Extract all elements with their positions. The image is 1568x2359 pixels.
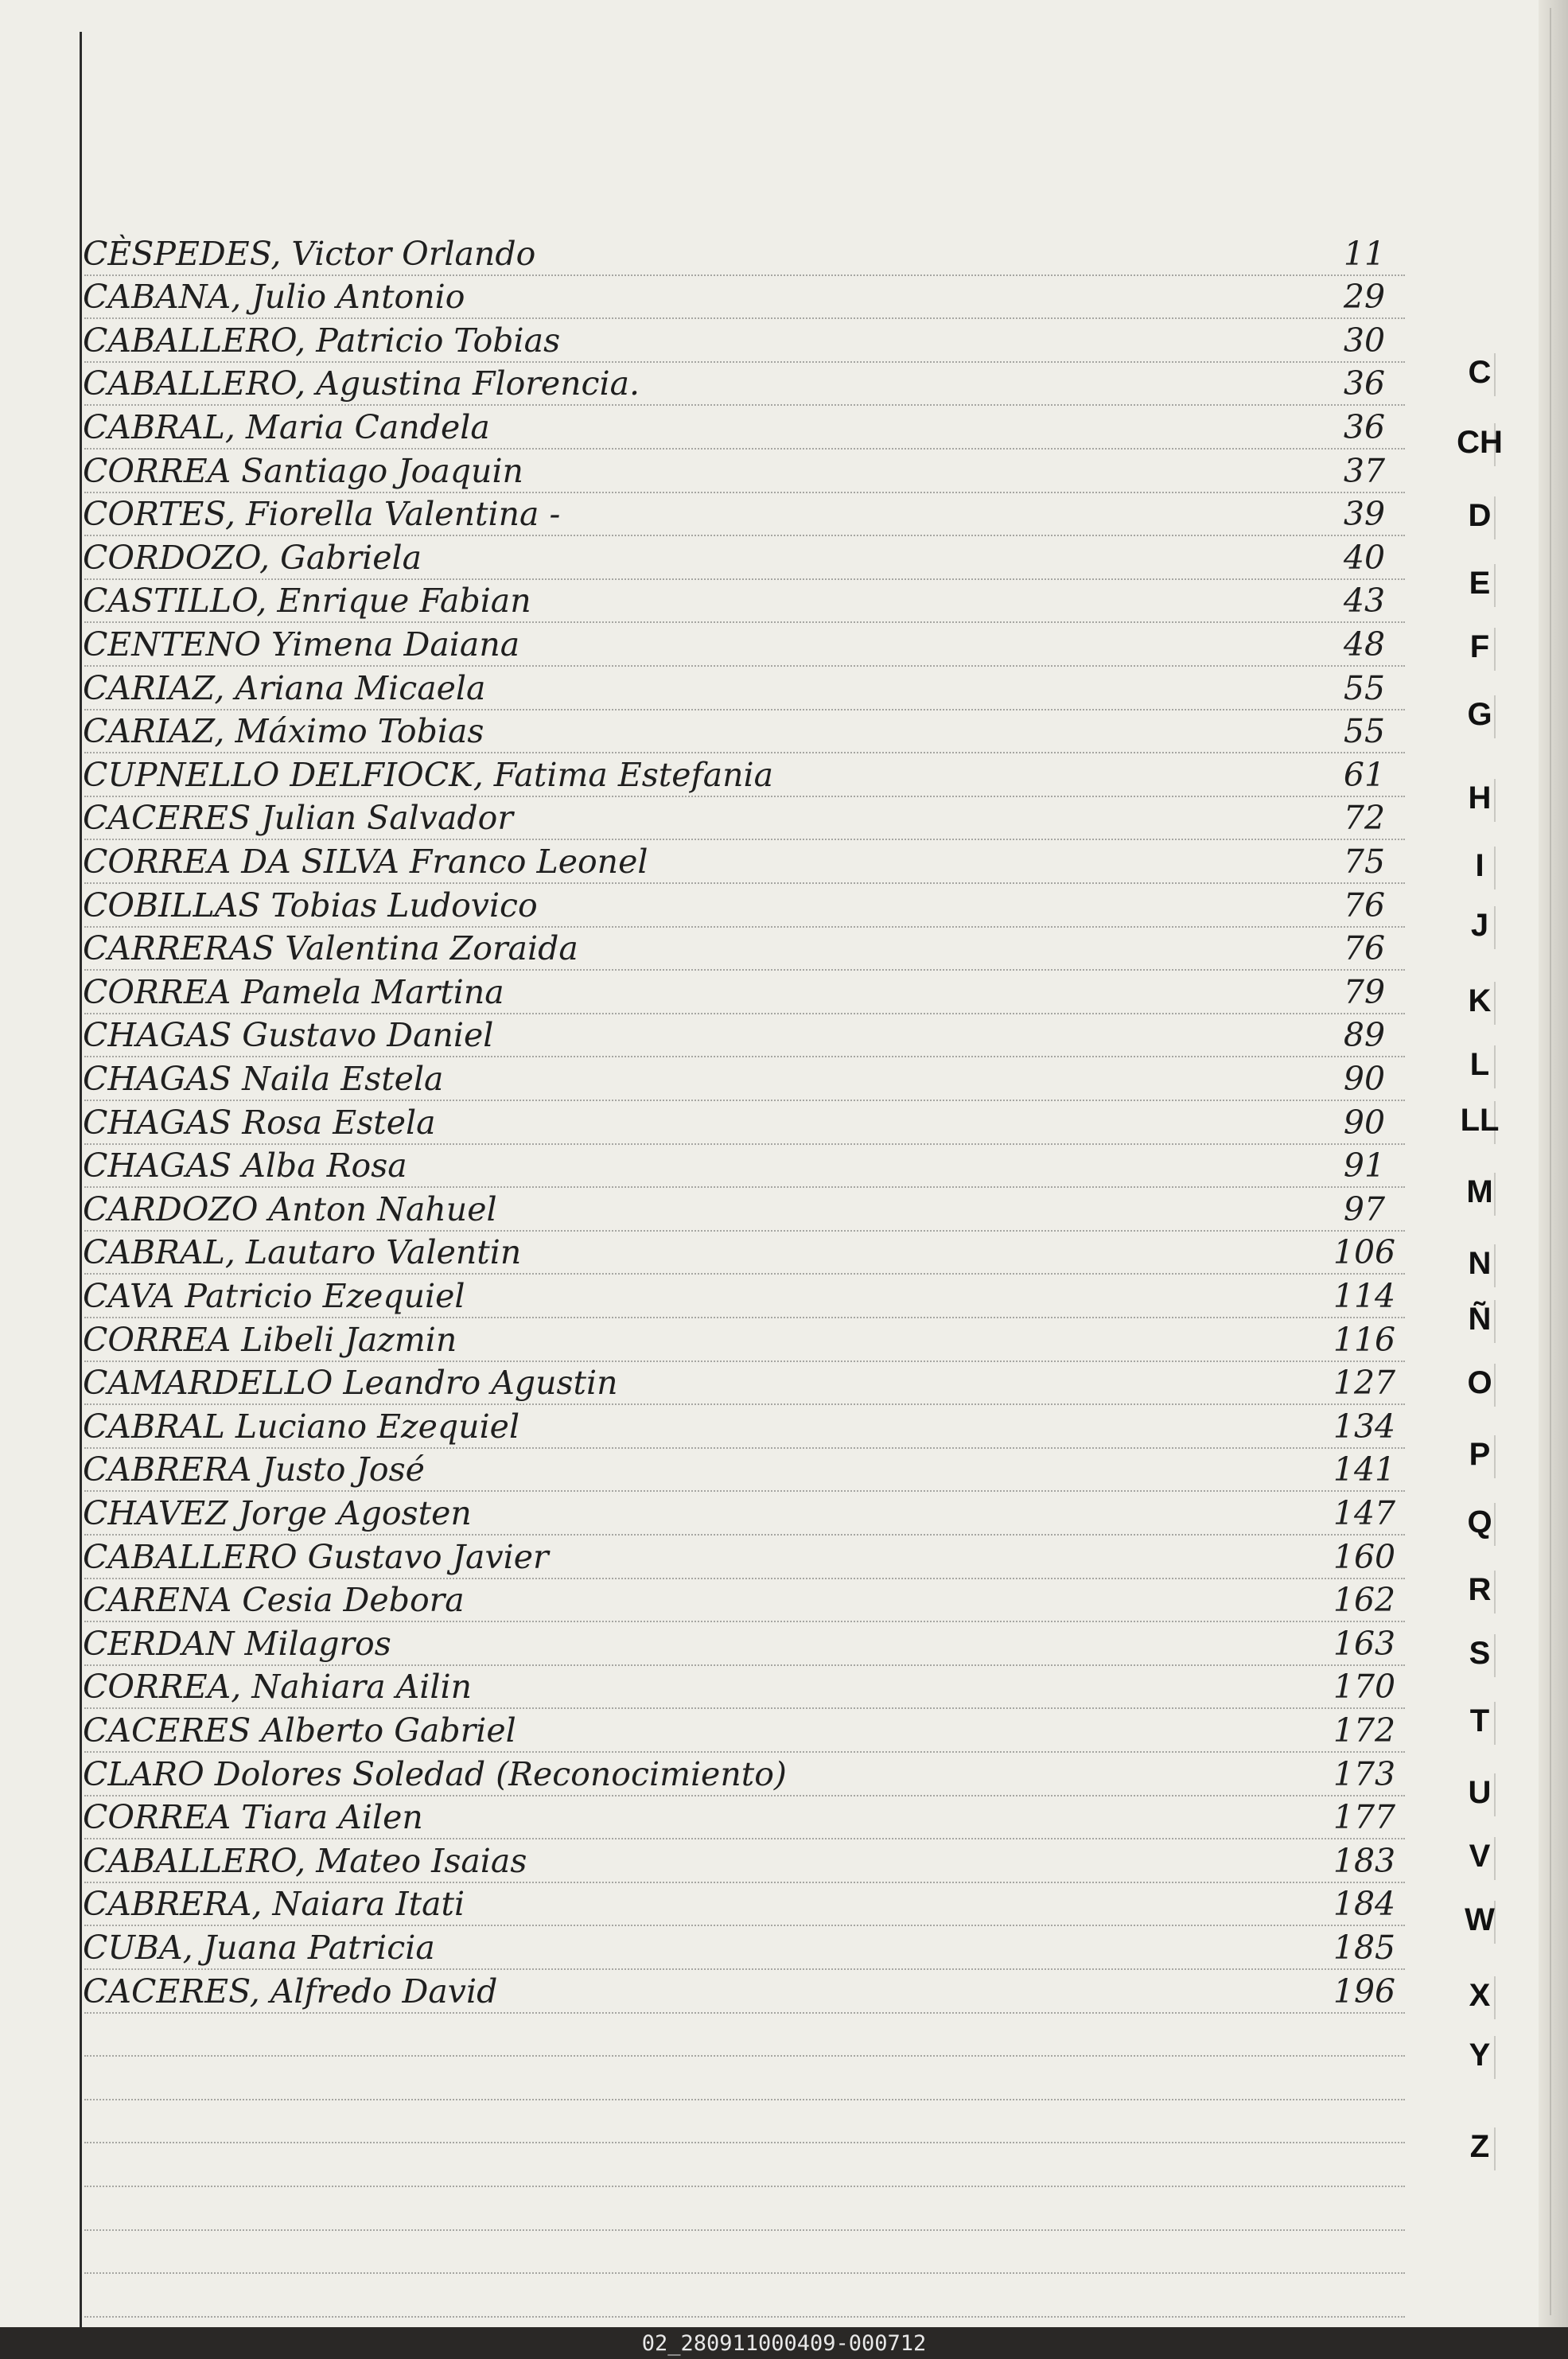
index-tab[interactable]: [1424, 1567, 1535, 1615]
entry-page-number: 106: [1333, 1233, 1396, 1272]
register-entry: [0, 452, 1568, 492]
entry-name: CENTENO Yimena Daiana: [83, 625, 520, 664]
entry-page-number: 160: [1333, 1537, 1396, 1576]
entry-name: CACERES Alberto Gabriel: [83, 1711, 516, 1750]
entry-page-number: 170: [1333, 1668, 1396, 1707]
entry-page-number: 55: [1343, 712, 1386, 751]
index-tab[interactable]: [1424, 903, 1535, 951]
index-tab[interactable]: [1424, 1500, 1535, 1547]
entry-page-number: 97: [1343, 1189, 1386, 1228]
index-tab[interactable]: [1424, 1699, 1535, 1746]
register-entry: [0, 1929, 1568, 1968]
index-tab[interactable]: [1424, 1432, 1535, 1480]
entry-page-number: 72: [1343, 799, 1386, 838]
index-tab-letter: C: [1468, 355, 1492, 390]
index-tab-letter: Y: [1469, 2038, 1491, 2073]
entry-name: CHAGAS Alba Rosa: [83, 1146, 407, 1185]
entry-name: CAVA Patricio Ezequiel: [83, 1277, 465, 1315]
index-tab[interactable]: [1424, 1170, 1535, 1217]
register-entry: [0, 495, 1568, 535]
register-entry: [0, 1364, 1568, 1403]
index-tab[interactable]: [1424, 2033, 1535, 2081]
index-tab[interactable]: [1424, 561, 1535, 609]
register-entry: [0, 756, 1568, 796]
entry-name: CORDOZO, Gabriela: [83, 538, 422, 577]
index-tab-letter: H: [1468, 780, 1492, 816]
entry-name: CARRERAS Valentina Zoraida: [83, 929, 578, 968]
entry-name: CABALLERO Gustavo Javier: [83, 1537, 549, 1576]
entry-page-number: 90: [1343, 1103, 1386, 1142]
register-entry: [0, 408, 1568, 448]
index-tab-letter: F: [1469, 629, 1490, 664]
entry-page-number: 76: [1343, 929, 1386, 968]
register-entry: [0, 582, 1568, 621]
register-entry: [0, 886, 1568, 926]
register-entry: [0, 973, 1568, 1013]
index-tab-letter: Q: [1467, 1505, 1492, 1540]
entry-name: CACERES, Alfredo David: [83, 1972, 498, 2011]
entry-page-number: 114: [1333, 1277, 1396, 1315]
entry-page-number: 147: [1333, 1494, 1396, 1532]
entry-name: CHAVEZ Jorge Agosten: [83, 1494, 472, 1532]
entry-page-number: 185: [1333, 1929, 1396, 1967]
index-tab[interactable]: [1424, 1770, 1535, 1818]
entry-page-number: 162: [1333, 1581, 1396, 1620]
register-entry: [0, 1885, 1568, 1925]
register-entry: [0, 1233, 1568, 1273]
entry-name: CABALLERO, Patricio Tobias: [83, 321, 561, 360]
entry-page-number: 29: [1343, 278, 1386, 317]
index-tab[interactable]: [1424, 1297, 1535, 1345]
index-tab-letter: J: [1470, 908, 1489, 943]
entry-page-number: 43: [1343, 582, 1386, 621]
entry-name: CLARO Dolores Soledad (Reconocimiento): [83, 1754, 787, 1793]
index-tab-letter: U: [1468, 1775, 1492, 1810]
entry-page-number: 134: [1333, 1407, 1396, 1446]
entry-name: COBILLAS Tobias Ludovico: [83, 886, 538, 925]
entry-page-number: 184: [1333, 1885, 1396, 1924]
index-tab-letter: CH: [1457, 425, 1503, 460]
index-tab-letter: R: [1468, 1572, 1492, 1607]
register-entry: [0, 712, 1568, 752]
index-tab-letter: M: [1466, 1174, 1493, 1209]
register-entry: [0, 1538, 1568, 1578]
entry-page-number: 55: [1343, 668, 1386, 707]
register-entry: [0, 669, 1568, 709]
index-tab-letter: Ñ: [1468, 1302, 1492, 1337]
index-tab[interactable]: [1424, 1973, 1535, 2021]
entry-name: CABRAL, Maria Candela: [83, 408, 490, 446]
entry-page-number: 89: [1343, 1016, 1386, 1055]
index-tab-letter: X: [1469, 1978, 1491, 2013]
index-tab-letter: T: [1469, 1703, 1490, 1738]
index-tab[interactable]: [1424, 1098, 1535, 1146]
entry-page-number: 48: [1343, 625, 1386, 664]
entry-page-number: 36: [1343, 408, 1386, 446]
index-tab[interactable]: [1424, 2124, 1535, 2172]
entry-name: CABALLERO, Agustina Florencia.: [83, 364, 640, 403]
entry-name: CABRERA Justo José: [83, 1450, 425, 1489]
index-tab-letter: G: [1467, 697, 1492, 732]
entry-name: CORREA, Nahiara Ailin: [83, 1668, 473, 1707]
index-tab-letter: D: [1468, 498, 1492, 533]
register-entry: [0, 1668, 1568, 1707]
entry-name: CORREA Santiago Joaquin: [83, 451, 523, 490]
entry-page-number: 196: [1333, 1972, 1396, 2011]
index-tab[interactable]: [1424, 776, 1535, 823]
index-tab[interactable]: [1424, 979, 1535, 1026]
entry-name: CARDOZO Anton Nahuel: [83, 1189, 497, 1228]
entry-page-number: 11: [1343, 234, 1386, 273]
entry-name: CAMARDELLO Leandro Agustin: [83, 1364, 618, 1403]
index-tab[interactable]: [1424, 625, 1535, 672]
register-entry: [0, 321, 1568, 361]
index-tab-letter: L: [1469, 1047, 1490, 1082]
entry-name: CUBA, Juana Patricia: [83, 1929, 435, 1967]
register-entry: [0, 1104, 1568, 1143]
entry-name: CABRAL, Lautaro Valentin: [83, 1233, 522, 1272]
index-tab-letter: W: [1465, 1902, 1495, 1937]
register-entry: [0, 1972, 1568, 2012]
entry-page-number: 76: [1343, 886, 1386, 925]
entry-page-number: 163: [1333, 1624, 1396, 1663]
entry-name: CORREA DA SILVA Franco Leonel: [83, 843, 648, 881]
index-tab[interactable]: [1424, 420, 1535, 468]
entry-name: CHAGAS Naila Estela: [83, 1060, 444, 1098]
index-tab[interactable]: [1424, 843, 1535, 891]
entry-page-number: 183: [1333, 1841, 1396, 1880]
index-tab-letter: Z: [1469, 2129, 1490, 2164]
index-tab[interactable]: [1424, 1042, 1535, 1090]
register-entry: [0, 929, 1568, 969]
entry-page-number: 90: [1343, 1060, 1386, 1098]
entry-name: CHAGAS Rosa Estela: [83, 1103, 436, 1142]
entry-page-number: 36: [1343, 364, 1386, 403]
register-entry: [0, 1494, 1568, 1534]
register-entry: [0, 1842, 1568, 1882]
entry-page-number: 61: [1343, 755, 1386, 794]
entry-page-number: 37: [1343, 451, 1386, 490]
register-entry: [0, 1711, 1568, 1751]
register-entry: [0, 1277, 1568, 1317]
entry-name: CORREA Tiara Ailen: [83, 1798, 423, 1837]
register-entry: [0, 843, 1568, 882]
entry-name: CORTES, Fiorella Valentina -: [83, 495, 561, 534]
register-entry: [0, 1581, 1568, 1621]
index-tab[interactable]: [1424, 1361, 1535, 1408]
register-entry: [0, 1190, 1568, 1230]
entry-page-number: 39: [1343, 495, 1386, 534]
alphabet-index-tabs: [1424, 350, 1535, 2323]
index-tab[interactable]: [1424, 692, 1535, 740]
entry-name: CERDAN Milagros: [83, 1624, 391, 1663]
entry-page-number: 75: [1343, 843, 1386, 881]
register-entry: [0, 1625, 1568, 1664]
index-tab-letter: V: [1469, 1839, 1491, 1874]
entry-name: CASTILLO, Enrique Fabian: [83, 582, 531, 621]
entry-name: CUPNELLO DELFIOCK, Fatima Estefania: [83, 755, 774, 794]
binder-spine: [1539, 0, 1568, 2327]
index-tab-letter: O: [1467, 1365, 1492, 1400]
entry-name: CABALLERO, Mateo Isaias: [83, 1841, 527, 1880]
register-entry: [0, 625, 1568, 665]
register-entry: [0, 1407, 1568, 1447]
entry-name: CARIAZ, Máximo Tobias: [83, 712, 484, 751]
entry-name: CARIAZ, Ariana Micaela: [83, 668, 486, 707]
entry-page-number: 116: [1333, 1320, 1396, 1359]
register-entry: [0, 235, 1568, 274]
entry-page-number: 127: [1333, 1364, 1396, 1403]
index-tab[interactable]: [1424, 350, 1535, 398]
entry-page-number: 79: [1343, 972, 1386, 1011]
entry-name: CHAGAS Gustavo Daniel: [83, 1016, 494, 1055]
index-tab-letter: N: [1468, 1246, 1492, 1281]
entry-name: CABANA, Julio Antonio: [83, 278, 465, 317]
entry-name: CÈSPEDES, Victor Orlando: [83, 234, 536, 273]
entry-page-number: 172: [1333, 1711, 1396, 1750]
index-tab[interactable]: [1424, 1834, 1535, 1882]
index-tab[interactable]: [1424, 493, 1535, 541]
register-entry: [0, 1060, 1568, 1100]
register-entry: [0, 799, 1568, 839]
register-entry: [0, 1450, 1568, 1490]
scan-id: 02_280911000409-000712: [641, 2331, 927, 2356]
entry-name: CABRERA, Naiara Itati: [83, 1885, 465, 1924]
register-entry: [0, 1016, 1568, 1056]
register-entry: [0, 1798, 1568, 1838]
index-tab[interactable]: [1424, 1241, 1535, 1289]
index-tab[interactable]: [1424, 1631, 1535, 1679]
entry-page-number: 40: [1343, 538, 1386, 577]
entry-page-number: 141: [1333, 1450, 1396, 1489]
index-tab-letter: K: [1468, 983, 1492, 1018]
entry-name: CORREA Pamela Martina: [83, 972, 504, 1011]
entry-page-number: 173: [1333, 1754, 1396, 1793]
index-tab-letter: LL: [1460, 1103, 1500, 1138]
index-tab[interactable]: [1424, 1898, 1535, 1945]
entry-page-number: 30: [1343, 321, 1386, 360]
entry-name: CACERES Julian Salvador: [83, 799, 513, 838]
entry-page-number: 177: [1333, 1798, 1396, 1837]
scan-footer: [0, 2327, 1568, 2359]
entry-page-number: 91: [1343, 1146, 1386, 1185]
entry-name: CARENA Cesia Debora: [83, 1581, 465, 1620]
register-entry: [0, 539, 1568, 578]
index-tab-letter: P: [1469, 1437, 1491, 1472]
register-entry: [0, 278, 1568, 317]
index-tab-letter: S: [1469, 1636, 1491, 1671]
entry-name: CABRAL Luciano Ezequiel: [83, 1407, 520, 1446]
register-entry: [0, 364, 1568, 404]
index-tab-letter: E: [1469, 566, 1491, 601]
register-entry: [0, 1146, 1568, 1186]
register-entry: [0, 1755, 1568, 1795]
entry-name: CORREA Libeli Jazmin: [83, 1320, 457, 1359]
register-entry: [0, 1321, 1568, 1361]
index-tab-letter: I: [1475, 848, 1484, 883]
